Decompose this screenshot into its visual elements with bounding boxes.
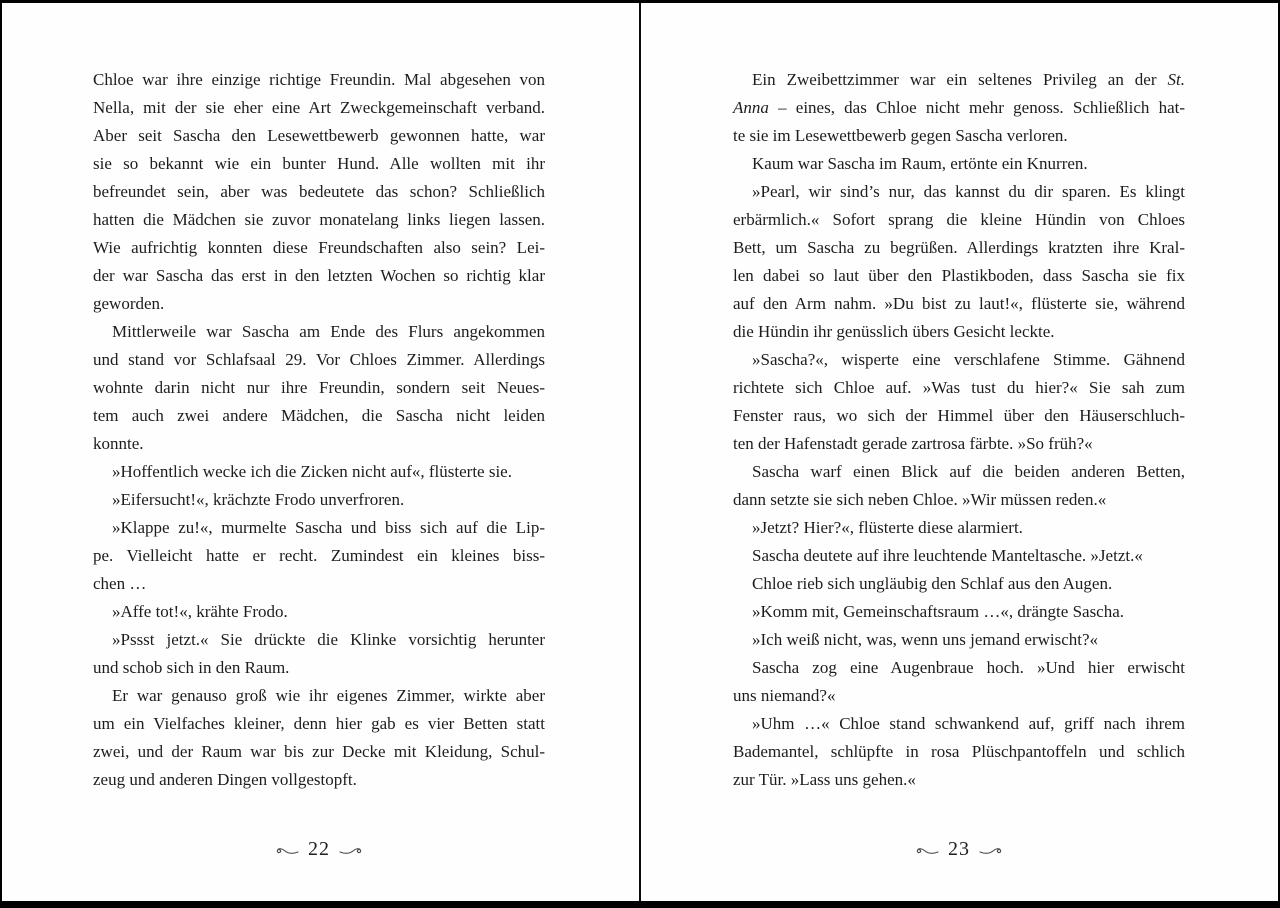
- plain-text: Ein Zweibettzimmer war ein seltenes Privileg an der: [752, 70, 1168, 89]
- paragraph: [93, 318, 545, 458]
- text-line: »Pssst jetzt.« Sie drückte die Klinke vorsichtig herunter: [112, 630, 545, 649]
- text-line: te sie im Lesewettbewerb gegen Sascha verloren.: [733, 126, 1068, 145]
- paragraph: [93, 598, 545, 626]
- text-line: um ein Vielfaches kleiner, denn hier gab es vier Betten statt: [93, 714, 545, 733]
- text-line: »Eifersucht!«, krächzte Frodo unverfroren.: [112, 490, 405, 509]
- paragraph: [93, 66, 545, 318]
- paragraph: [733, 514, 1185, 542]
- page-left-footer: [93, 834, 545, 864]
- text-line: und schob sich in den Raum.: [93, 658, 290, 677]
- paragraph: [93, 514, 545, 598]
- text-line: erbärmlich.« Sofort sprang die kleine Hündin von Chloes: [733, 210, 1185, 229]
- text-line: konnte.: [93, 434, 144, 453]
- paragraph: [733, 542, 1185, 570]
- text-line: pe. Vielleicht hatte er recht. Zumindest ein kleines biss-: [93, 546, 545, 565]
- text-line: hatten die Mädchen sie zuvor monatelang links liegen lassen.: [93, 210, 545, 229]
- text-line: Bett, um Sascha zu begrüßen. Allerdings kratzten ihre Kral-: [733, 238, 1185, 257]
- text-line: richtete sich Chloe auf. »Was tust du hier?« Sie sah zum: [733, 378, 1185, 397]
- paragraph: [733, 458, 1185, 514]
- flourish-left-icon: [915, 845, 939, 856]
- paragraph: [93, 458, 545, 486]
- paragraph: [733, 150, 1185, 178]
- text-line: sie so bekannt wie ein bunter Hund. Alle wollten mit ihr: [93, 154, 545, 173]
- text-line: »Komm mit, Gemeinschaftsraum …«, drängte Sascha.: [752, 602, 1125, 621]
- text-line: chen …: [93, 574, 147, 593]
- flourish-right-icon: [979, 845, 1003, 856]
- text-line: zeug und anderen Dingen vollgestopft.: [93, 770, 357, 789]
- text-line: »Affe tot!«, krähte Frodo.: [112, 602, 288, 621]
- text-line: Sascha deutete auf ihre leuchtende Manteltasche. »Jetzt.«: [752, 546, 1143, 565]
- page-left-text: [93, 66, 545, 794]
- page-divider: [639, 3, 641, 901]
- text-line: befreundet sein, aber was bedeutete das schon? Schließlich: [93, 182, 545, 201]
- paragraph: [93, 626, 545, 682]
- text-line: »Jetzt? Hier?«, flüsterte diese alarmiert.: [752, 518, 1023, 537]
- text-line: Sascha zog eine Augenbraue hoch. »Und hier erwischt: [752, 658, 1185, 677]
- flourish-left-icon: [275, 845, 299, 856]
- text-line: [733, 94, 1185, 122]
- paragraph: [733, 654, 1185, 710]
- text-line: die Hündin ihr genüsslich übers Gesicht leckte.: [733, 322, 1055, 341]
- page-number: 22: [308, 837, 330, 860]
- italic-text: Anna: [733, 98, 769, 117]
- text-line: Chloe rieb sich ungläubig den Schlaf aus den Augen.: [752, 574, 1113, 593]
- text-line: [733, 66, 1185, 94]
- paragraph: [733, 66, 1185, 150]
- page-right-footer: [733, 834, 1185, 864]
- text-line: »Sascha?«, wisperte eine verschlafene Stimme. Gähnend: [752, 350, 1185, 369]
- text-line: len dabei so laut über den Plastikboden, dass Sascha sie fix: [733, 266, 1185, 285]
- text-line: Mittlerweile war Sascha am Ende des Flurs angekommen: [112, 322, 545, 341]
- text-line: Chloe war ihre einzige richtige Freundin. Mal abgesehen von: [93, 70, 545, 89]
- text-line: »Hoffentlich wecke ich die Zicken nicht auf«, flüsterte sie.: [112, 462, 512, 481]
- text-line: und stand vor Schlafsaal 29. Vor Chloes Zimmer. Allerdings: [93, 350, 545, 369]
- text-line: Wie aufrichtig konnten diese Freundschaften also sein? Lei-: [93, 238, 545, 257]
- text-line: auf den Arm nahm. »Du bist zu laut!«, flüsterte sie, während: [733, 294, 1185, 313]
- paragraph: [733, 626, 1185, 654]
- page-right-text: [733, 66, 1185, 794]
- text-line: Er war genauso groß wie ihr eigenes Zimmer, wirkte aber: [112, 686, 545, 705]
- italic-text: St.: [1167, 70, 1185, 89]
- paragraph: [93, 682, 545, 794]
- text-line: ten der Hafenstadt gerade zartrosa färbte. »So früh?«: [733, 434, 1093, 453]
- text-line: geworden.: [93, 294, 165, 313]
- paragraph: [733, 570, 1185, 598]
- paragraph: [733, 598, 1185, 626]
- flourish-right-icon: [339, 845, 363, 856]
- text-line: »Ich weiß nicht, was, wenn uns jemand erwischt?«: [752, 630, 1099, 649]
- text-line: Aber seit Sascha den Lesewettbewerb gewonnen hatte, war: [93, 126, 545, 145]
- text-line: Bademantel, schlüpfte in rosa Plüschpantoffeln und schlich: [733, 742, 1185, 761]
- text-line: zur Tür. »Lass uns gehen.«: [733, 770, 916, 789]
- paragraph: [733, 178, 1185, 346]
- paragraph: [93, 486, 545, 514]
- text-line: uns niemand?«: [733, 686, 836, 705]
- text-line: wohnte darin nicht nur ihre Freundin, sondern seit Neues-: [93, 378, 545, 397]
- text-line: Nella, mit der sie eher eine Art Zweckgemeinschaft verband.: [93, 98, 545, 117]
- page-number: 23: [948, 837, 970, 860]
- text-line: der war Sascha das erst in den letzten Wochen so richtig klar: [93, 266, 545, 285]
- paragraph: [733, 346, 1185, 458]
- text-line: »Pearl, wir sind’s nur, das kannst du dir sparen. Es klingt: [752, 182, 1185, 201]
- text-line: dann setzte sie sich neben Chloe. »Wir müssen reden.«: [733, 490, 1107, 509]
- text-line: Kaum war Sascha im Raum, ertönte ein Knurren.: [752, 154, 1088, 173]
- text-line: zwei, und der Raum war bis zur Decke mit Kleidung, Schul-: [93, 742, 545, 761]
- text-line: »Klappe zu!«, murmelte Sascha und biss sich auf die Lip-: [112, 518, 545, 537]
- plain-text: – eines, das Chloe nicht mehr genoss. Schließlich hat-: [768, 98, 1185, 117]
- text-line: Fenster raus, wo sich der Himmel über den Häuserschluch-: [733, 406, 1185, 425]
- paragraph: [733, 710, 1185, 794]
- text-line: tem auch zwei andere Mädchen, die Sascha nicht leiden: [93, 406, 545, 425]
- text-line: »Uhm …« Chloe stand schwankend auf, griff nach ihrem: [752, 714, 1185, 733]
- text-line: Sascha warf einen Blick auf die beiden anderen Betten,: [752, 462, 1185, 481]
